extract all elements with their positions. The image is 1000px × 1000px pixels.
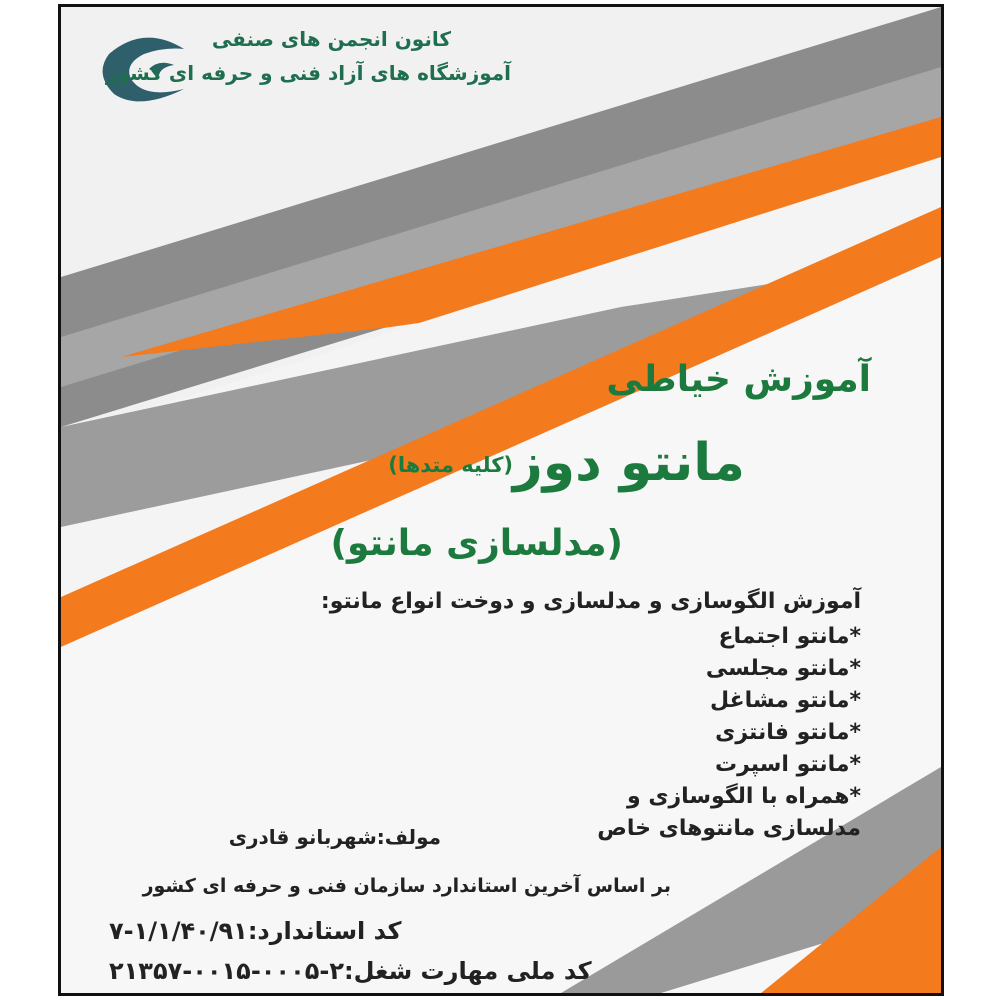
cover-decoration (61, 7, 941, 993)
standard-code: کد استاندارد:۱/۱/۴۰/۹۱-۷ (109, 917, 402, 945)
publisher-line-1: کانون انجمن های صنفی (211, 27, 451, 51)
list-item: *مانتو اجتماع (718, 624, 861, 649)
title-line-1: آموزش خیاطی (606, 359, 871, 400)
contents-intro: آموزش الگوسازی و مدلسازی و دوخت انواع مانتو: (320, 589, 861, 614)
skill-code: کد ملی مهارت شغل:۲-۰۰۰۵-۰۰۱۵-۲۱۳۵۷ (109, 957, 592, 985)
title-line-2: مانتو دوز (512, 433, 745, 493)
contents-list (597, 621, 861, 845)
list-item: *مانتو مشاغل (709, 688, 861, 713)
list-item: *مانتو اسپرت (714, 752, 861, 777)
list-item: *همراه با الگوسازی و (626, 784, 861, 809)
list-item: مدلسازی مانتوهای خاص (597, 816, 861, 841)
author: مولف:شهربانو قادری (228, 825, 441, 849)
publisher-line-2: آموزشگاه های آزاد فنی و حرفه ای کشور (105, 61, 511, 85)
title-line-3: (مدلسازی مانتو) (330, 523, 623, 564)
list-item: *مانتو فانتزی (715, 720, 861, 745)
book-cover (58, 4, 944, 996)
standard-basis: بر اساس آخرین استاندارد سازمان فنی و حرفه ای کشور (142, 875, 671, 897)
list-item: *مانتو مجلسی (705, 656, 861, 681)
title-line-2-note: (کلیه متدها) (388, 453, 513, 477)
